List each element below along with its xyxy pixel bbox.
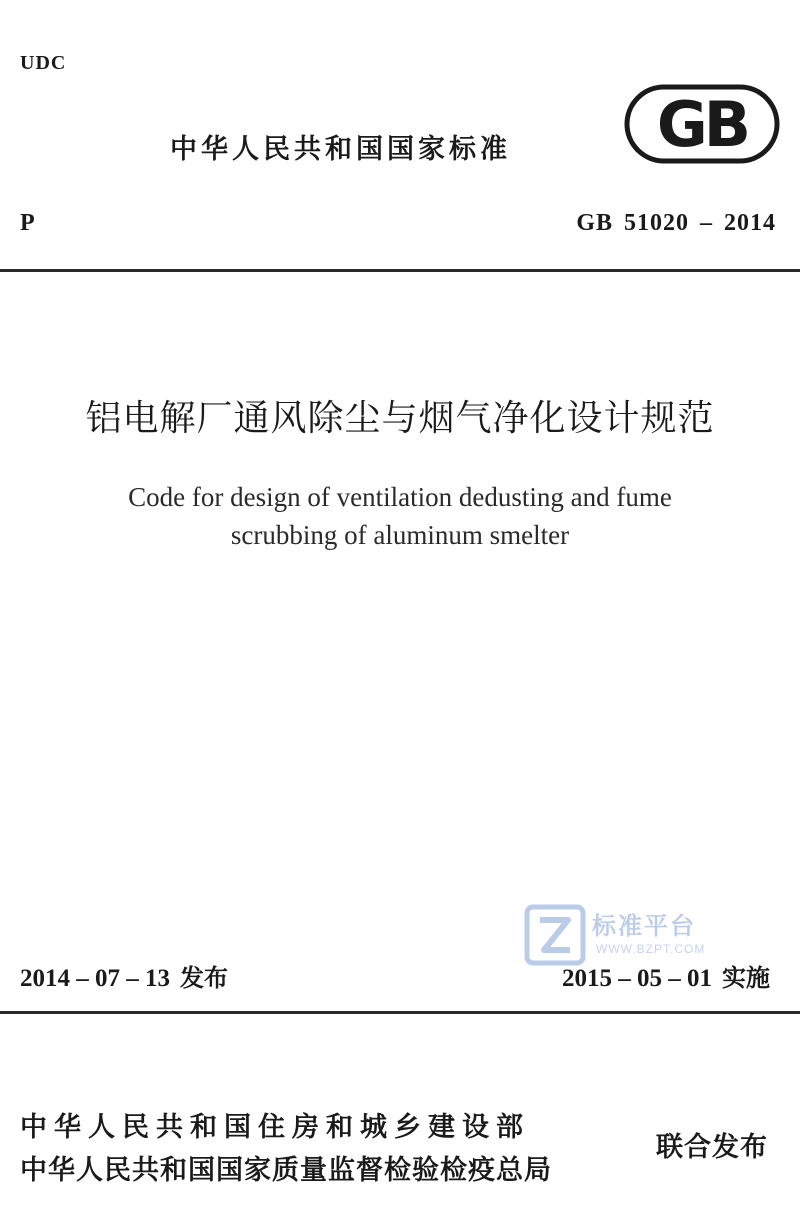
chinese-title: 铝电解厂通风除尘与烟气净化设计规范 [85, 398, 715, 439]
issuer-aqsiq: 中华人民共和国国家质量监督检验检疫总局 [20, 1155, 552, 1186]
issue-date [20, 958, 228, 993]
udc-label: UDC [20, 52, 67, 74]
english-title-line-2: scrubbing of aluminum smelter [230, 520, 570, 550]
issue-date-value: 2014 – 07 – 13 [20, 965, 170, 992]
english-title [0, 478, 800, 554]
joint-issue-label: 联合发布 [656, 1132, 768, 1163]
watermark-logo-icon [524, 904, 586, 966]
national-standard-heading: 中华人民共和国国家标准 [170, 134, 511, 165]
gb-logo-icon [624, 84, 780, 164]
standard-number: GB 51020 – 2014 [576, 210, 776, 236]
top-divider [0, 269, 800, 272]
gb-logo-text: GB [656, 88, 748, 161]
issuer-ministry-housing: 中华人民共和国住房和城乡建设部 [20, 1112, 530, 1143]
classification-code: P [20, 210, 35, 236]
effective-date-value: 2015 – 05 – 01 [562, 965, 712, 992]
watermark-url: WWW.BZPT.COM [596, 942, 706, 956]
effective-label: 实施 [722, 964, 770, 992]
effective-date [562, 958, 770, 993]
english-title-line-1: Code for design of ventilation dedusting and fume [128, 482, 672, 512]
issue-label: 发布 [180, 964, 228, 992]
watermark-name: 标准平台 [592, 912, 696, 940]
bottom-divider [0, 1011, 800, 1014]
